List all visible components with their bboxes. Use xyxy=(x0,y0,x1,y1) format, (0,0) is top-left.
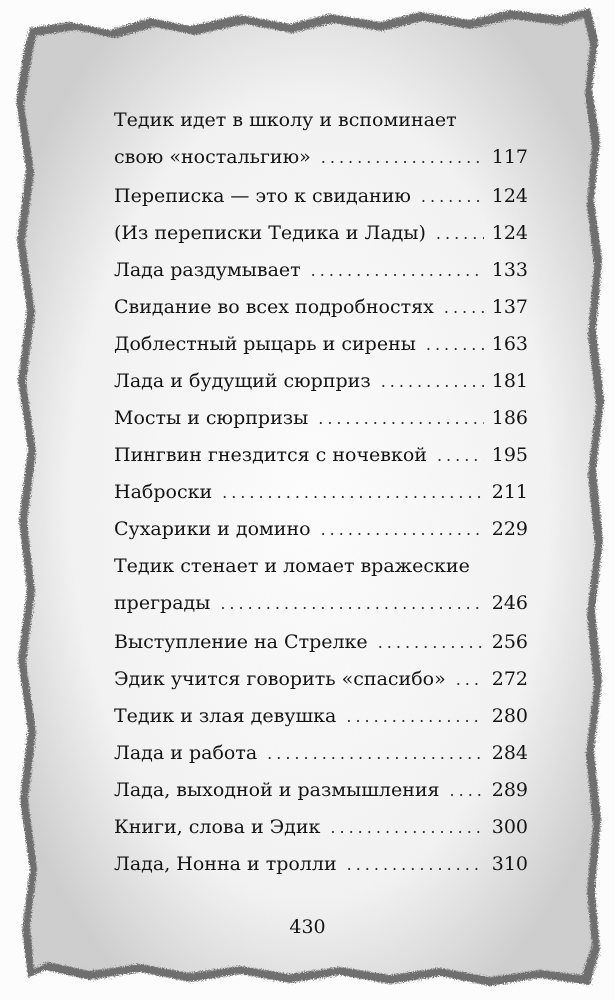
dot-leader xyxy=(311,252,484,289)
toc-entry[interactable] xyxy=(114,252,528,289)
toc-page-number: 133 xyxy=(491,259,528,281)
toc-entry-title: Лада, Нонна и тролли xyxy=(114,853,337,875)
toc-entry-title: Тедик и злая девушка xyxy=(114,705,337,727)
toc-entry-title: Лада, выходной и размышления xyxy=(114,779,440,801)
toc-entry[interactable] xyxy=(114,178,528,215)
toc-entry[interactable] xyxy=(114,846,528,883)
toc-page-number: 163 xyxy=(491,333,528,355)
dot-leader xyxy=(378,624,484,661)
toc-entry-title: Лада и работа xyxy=(114,742,258,764)
dot-leader xyxy=(347,846,484,883)
toc-entry-title: Лада и будущий сюрприз xyxy=(114,370,371,392)
toc-entry[interactable] xyxy=(114,548,528,624)
toc-page-number: 289 xyxy=(491,779,528,801)
toc-entry-title: Сухарики и домино xyxy=(114,518,311,540)
dot-leader xyxy=(346,698,483,735)
toc-page-number: 272 xyxy=(491,668,528,690)
toc-page-number: 246 xyxy=(491,592,528,614)
toc-page-number: 117 xyxy=(491,146,528,168)
table-of-contents xyxy=(114,102,528,883)
toc-page-number: 181 xyxy=(491,370,528,392)
toc-entry-title: преграды xyxy=(114,592,211,614)
toc-entry[interactable] xyxy=(114,772,528,809)
toc-entry[interactable] xyxy=(114,326,528,363)
toc-entry-title: Выступление на Стрелке xyxy=(114,631,368,653)
toc-entry-title: Переписка — это к свиданию xyxy=(114,185,411,207)
toc-page-number: 300 xyxy=(491,816,528,838)
toc-entry-title: Тедик стенает и ломает вражеские xyxy=(114,555,470,577)
toc-page-number: 124 xyxy=(491,185,528,207)
toc-entry[interactable] xyxy=(114,400,528,437)
dot-leader xyxy=(426,326,484,363)
dot-leader xyxy=(318,400,484,437)
toc-entry-title: Свидание во всех подробностях xyxy=(114,296,434,318)
dot-leader xyxy=(444,289,484,326)
toc-entry[interactable] xyxy=(114,624,528,661)
toc-entry-title: Пингвин гнездится с ночевкой xyxy=(114,444,427,466)
toc-page-number: 195 xyxy=(491,444,528,466)
dot-leader xyxy=(421,178,484,215)
toc-entry-title: Эдик учится говорить «спасибо» xyxy=(114,668,446,690)
toc-page-number: 137 xyxy=(491,296,528,318)
page-number-footer: 430 xyxy=(289,916,326,938)
toc-page-number: 256 xyxy=(491,631,528,653)
dot-leader xyxy=(456,661,484,698)
toc-entry[interactable] xyxy=(114,102,528,178)
toc-page-number: 284 xyxy=(491,742,528,764)
toc-page-number: 310 xyxy=(491,853,528,875)
dot-leader xyxy=(222,474,484,511)
dot-leader xyxy=(321,511,484,548)
dot-leader xyxy=(437,437,484,474)
dot-leader xyxy=(450,772,484,809)
toc-entry[interactable] xyxy=(114,511,528,548)
toc-entry-title: Мосты и сюрпризы xyxy=(114,407,309,429)
toc-page-number: 124 xyxy=(491,222,528,244)
toc-page-number: 211 xyxy=(491,481,528,503)
toc-entry[interactable] xyxy=(114,289,528,326)
toc-page-number: 280 xyxy=(491,705,528,727)
dot-leader xyxy=(220,585,483,622)
toc-entry-title: Лада раздумывает xyxy=(114,259,301,281)
toc-entry[interactable] xyxy=(114,215,528,252)
toc-entry-title: Книги, слова и Эдик xyxy=(114,816,321,838)
toc-entry[interactable] xyxy=(114,809,528,846)
dot-leader xyxy=(381,363,484,400)
toc-entry-title: Тедик идет в школу и вспоминает xyxy=(114,109,457,131)
toc-entry[interactable] xyxy=(114,698,528,735)
toc-page-number: 229 xyxy=(491,518,528,540)
toc-page-number: 186 xyxy=(491,407,528,429)
toc-entry-title: Доблестный рыцарь и сирены xyxy=(114,333,416,355)
toc-entry-title: (Из переписки Тедика и Лады) xyxy=(114,222,426,244)
toc-entry-title: Наброски xyxy=(114,481,213,503)
toc-entry[interactable] xyxy=(114,474,528,511)
dot-leader xyxy=(267,735,484,772)
toc-entry[interactable] xyxy=(114,661,528,698)
toc-entry-title: свою «ностальгию» xyxy=(114,146,311,168)
toc-entry[interactable] xyxy=(114,735,528,772)
dot-leader xyxy=(321,139,484,176)
dot-leader xyxy=(330,809,483,846)
toc-entry[interactable] xyxy=(114,437,528,474)
toc-entry[interactable] xyxy=(114,363,528,400)
dot-leader xyxy=(436,215,484,252)
